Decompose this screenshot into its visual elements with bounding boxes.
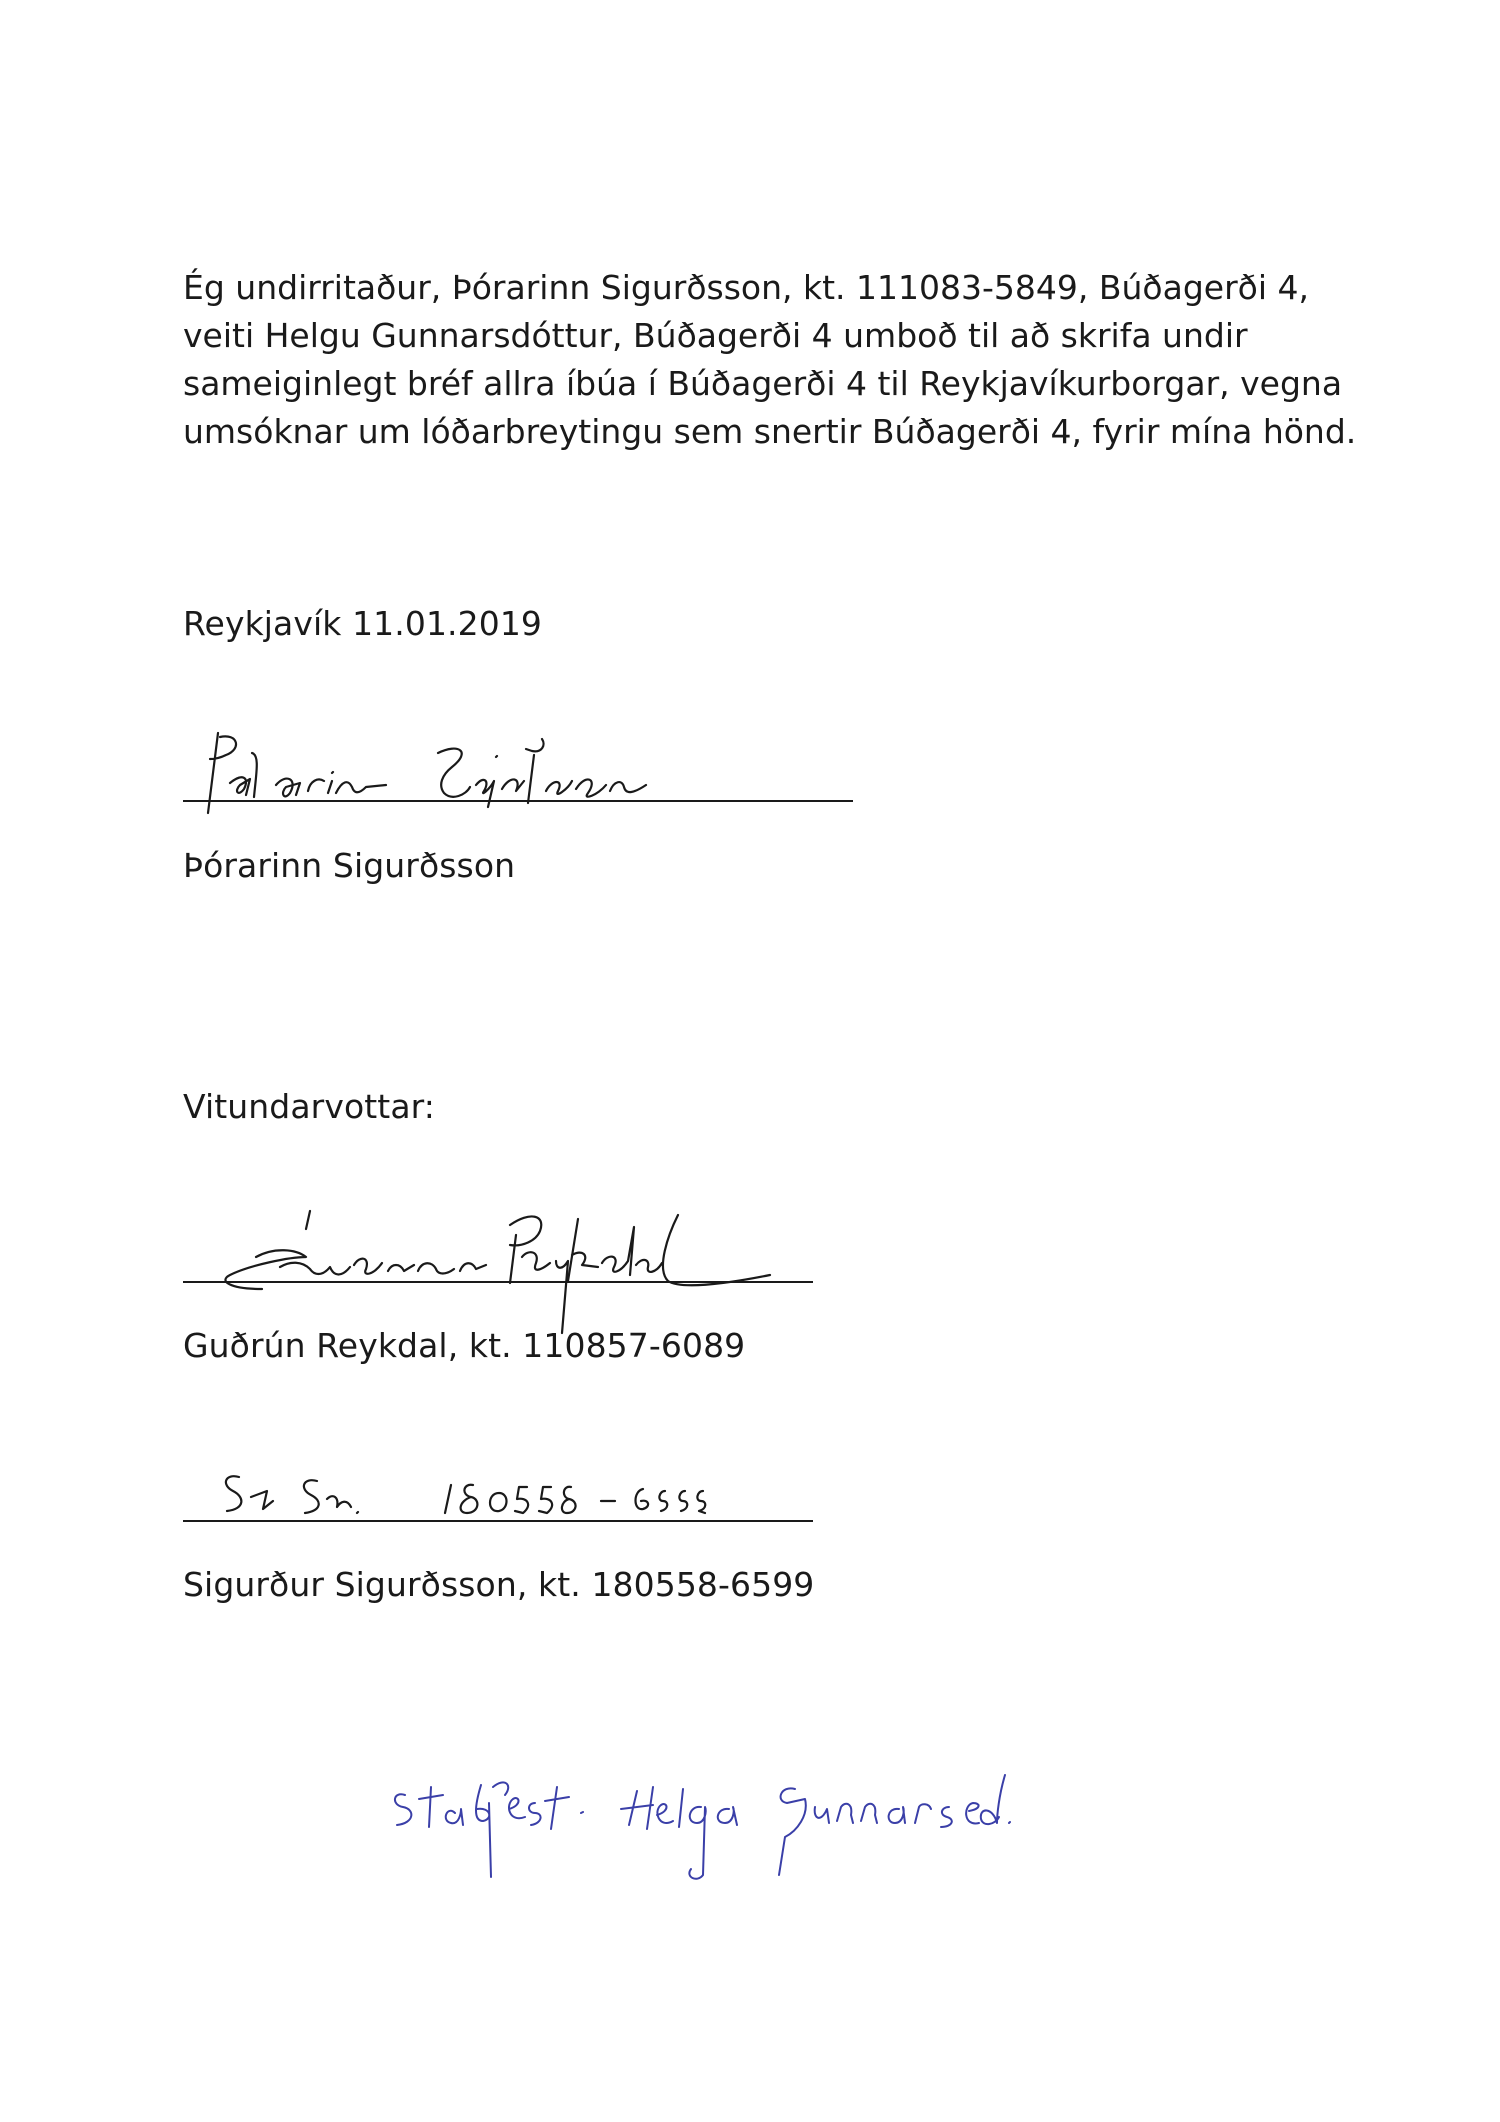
place-date: Reykjavík 11.01.2019 — [183, 604, 543, 643]
witness1-signature-line — [183, 1281, 813, 1283]
confirmation-signature — [385, 1765, 1075, 1895]
paragraph-line: sameiginlegt bréf allra íbúa í Búðagerði 4 til Reykjavíkurborgar, vegna — [183, 364, 1343, 403]
paragraph-line: veiti Helgu Gunnarsdóttur, Búðagerði 4 umboð til að skrifa undir — [183, 316, 1248, 355]
witnesses-heading: Vitundarvottar: — [183, 1087, 435, 1126]
witness1-caption: Guðrún Reykdal, kt. 110857-6089 — [183, 1326, 746, 1365]
authorization-paragraph — [183, 264, 1363, 456]
witness2-caption: Sigurður Sigurðsson, kt. 180558-6599 — [183, 1565, 815, 1604]
principal-signature-line — [183, 800, 853, 802]
witness2-signature — [215, 1465, 775, 1535]
principal-name: Þórarinn Sigurðsson — [183, 846, 516, 885]
witness1-signature — [210, 1205, 790, 1335]
paragraph-line: umsóknar um lóðarbreytingu sem snertir Búðagerði 4, fyrir mína hönd. — [183, 412, 1357, 451]
witness2-signature-line — [183, 1520, 813, 1522]
paragraph-line: Ég undirritaður, Þórarinn Sigurðsson, kt. 111083-5849, Búðagerði 4, — [183, 268, 1309, 307]
